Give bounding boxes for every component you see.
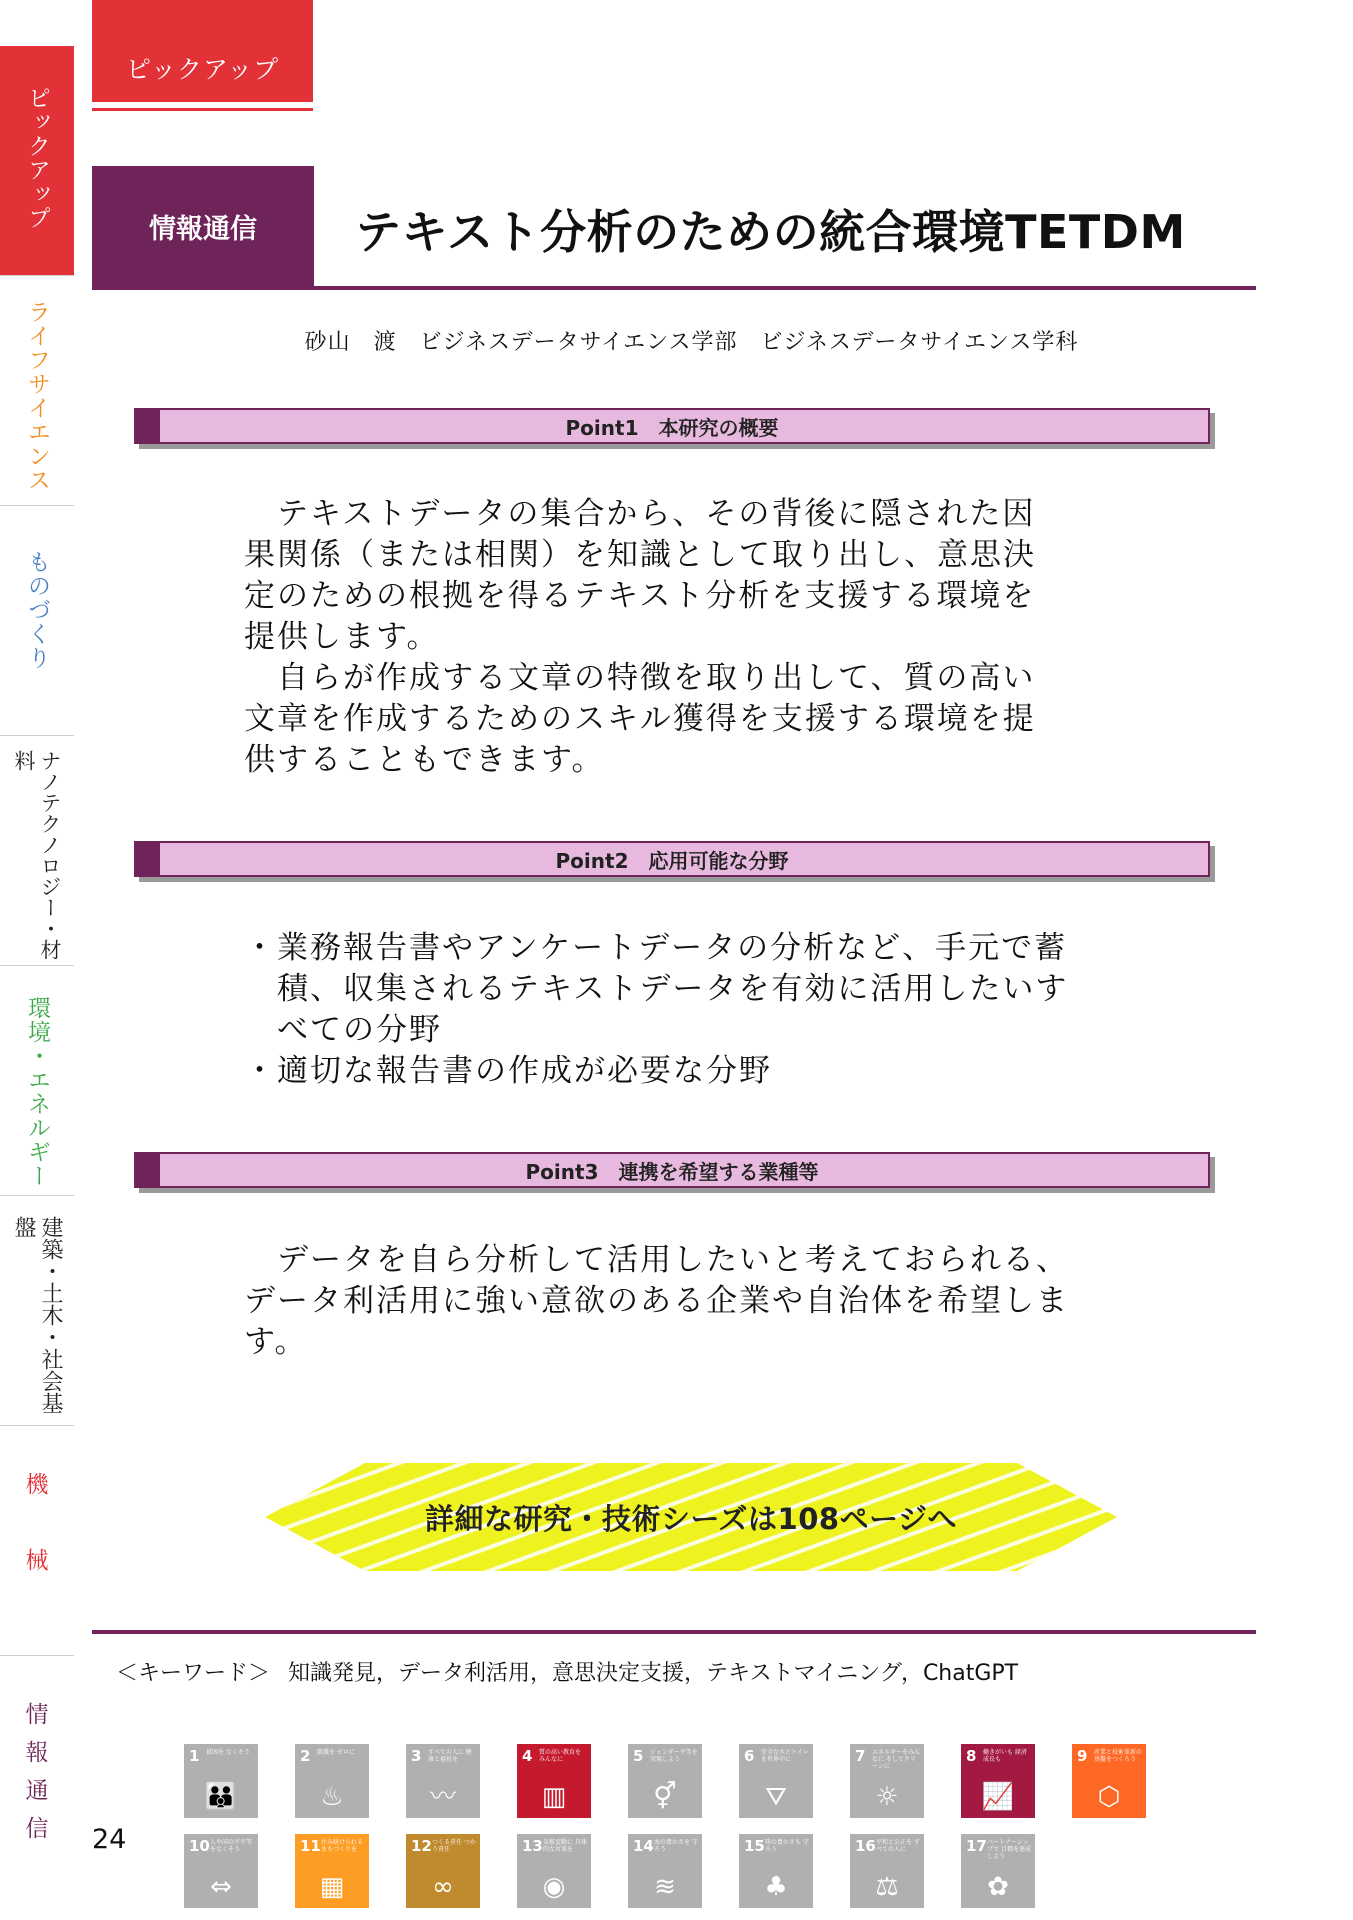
sdg-number: 2	[300, 1747, 311, 1765]
sdg-number: 15	[744, 1837, 765, 1855]
gender-icon: ⚥	[653, 1782, 677, 1812]
point2-heading	[134, 841, 1210, 877]
sdg-label: すべての人に 健康と福祉を	[428, 1749, 472, 1763]
sdg-number: 7	[855, 1747, 866, 1765]
sdg-label: 質の高い教育を みんなに	[539, 1749, 582, 1763]
sdg-number: 10	[189, 1837, 210, 1855]
side-tab-label: 建築・土木・社会基盤	[11, 1216, 63, 1414]
sdg-goal-15	[739, 1834, 813, 1908]
tree-icon: ♣	[764, 1872, 788, 1902]
side-tab-life-science[interactable]	[0, 276, 74, 506]
point2-body: ・業務報告書やアンケートデータの分析など、手元で蓄 積、収集されるテキストデータを有効に活用したいす べての分野 ・適切な報告書の作成が必要な分野	[244, 930, 1069, 1089]
rings-icon: ✿	[987, 1872, 1009, 1902]
keywords-line	[116, 1656, 1018, 1687]
people-icon: 👪	[204, 1782, 238, 1812]
equality-icon: ⇔	[210, 1872, 232, 1902]
sdg-number: 6	[744, 1747, 755, 1765]
sdg-label: つくる責任 つかう責任	[432, 1839, 476, 1853]
pickup-underline	[92, 108, 313, 111]
detail-page-banner[interactable]	[265, 1463, 1117, 1571]
sdg-number: 14	[633, 1837, 654, 1855]
page-number: 24	[92, 1824, 127, 1855]
side-tab-nanotech[interactable]	[0, 736, 74, 966]
side-tab-environment[interactable]	[0, 966, 74, 1196]
side-tab-machinery[interactable]	[0, 1426, 74, 1656]
sdg-goal-3	[406, 1744, 480, 1818]
sdg-number: 3	[411, 1747, 422, 1765]
sdg-goal-17	[961, 1834, 1035, 1908]
sdg-label: ジェンダー平等を 実現しよう	[650, 1749, 698, 1763]
side-tab-label-char: 情	[25, 1702, 49, 1728]
infinity-icon: ∞	[432, 1872, 454, 1902]
growth-chart-icon: 📈	[981, 1782, 1015, 1812]
point2-heading-text: Point2 応用可能な分野	[555, 848, 789, 873]
sdg-label: 住み続けられる まちづくりを	[321, 1839, 364, 1853]
point1-heading	[134, 408, 1210, 444]
page-title: テキスト分析のための統合環境TETDM	[355, 205, 1186, 259]
sdg-label: パートナーシップで 目標を達成しよう	[987, 1839, 1032, 1860]
point1-heading-text: Point1 本研究の概要	[565, 415, 779, 440]
sdg-label: 産業と技術革新の 基盤をつくろう	[1094, 1749, 1143, 1763]
sdg-goal-6	[739, 1744, 813, 1818]
sdg-goal-1	[184, 1744, 258, 1818]
fish-icon: ≋	[654, 1872, 676, 1902]
sdg-number: 9	[1077, 1747, 1088, 1765]
sdg-goal-16	[850, 1834, 924, 1908]
eye-globe-icon: ◉	[542, 1872, 566, 1902]
sdg-label: 働きがいも 経済成長も	[983, 1749, 1027, 1763]
side-tab-label: ライフサイエンス	[24, 300, 50, 492]
keywords-text: 知識発見，データ利活用，意思決定支援，テキストマイニング，ChatGPT	[288, 1661, 1019, 1686]
sdg-label: 陸の豊かさも 守ろう	[765, 1839, 809, 1853]
sdg-goal-12	[406, 1834, 480, 1908]
sdg-goal-8	[961, 1744, 1035, 1818]
sdg-label: 平和と公正を すべての人に	[876, 1839, 920, 1853]
side-tab-ict[interactable]	[0, 1656, 74, 1920]
point3-heading	[134, 1152, 1210, 1188]
detail-banner-text: 詳細な研究・技術シーズは108ページへ	[424, 1501, 957, 1536]
sdg-label: 海の豊かさを 守ろう	[654, 1839, 698, 1853]
sdg-number: 12	[411, 1837, 432, 1855]
bowl-icon: ♨	[320, 1782, 344, 1812]
point1-body: テキストデータの集合から、その背後に隠された因 果関係（または相関）を知識として取り出し、意思決 定のための根拠を得るテキスト分析を支援する環境を 提供します。 自らが作成する文章の特徴を取り出して、質の高い 文章を作成するためのスキル獲得を支援する環境を提 供することもできます。	[244, 496, 1036, 778]
dove-icon: ⚖	[875, 1872, 899, 1902]
sdg-label: 飢餓を ゼロに	[317, 1749, 355, 1756]
cubes-icon: ⬡	[1097, 1782, 1121, 1812]
keywords-divider	[92, 1630, 1256, 1634]
point3-body: データを自ら分析して活用したいと考えておられる、 データ利活用に強い意欲のある企業や自治体を希望しま す。	[244, 1242, 1069, 1360]
side-tab-label-char: 械	[25, 1548, 49, 1574]
book-icon: ▥	[541, 1782, 567, 1812]
sdg-number: 5	[633, 1747, 644, 1765]
sdg-goal-7	[850, 1744, 924, 1818]
sun-icon: ☼	[875, 1782, 899, 1812]
sdg-number: 1	[189, 1747, 200, 1765]
side-tab-label: 環境・エネルギー	[24, 996, 50, 1188]
side-tab-label: ピックアップ	[24, 86, 50, 230]
title-divider	[92, 286, 1256, 290]
sdg-goal-13	[517, 1834, 591, 1908]
side-tab-label-char: 機	[25, 1472, 49, 1498]
sdg-goal-2	[295, 1744, 369, 1818]
sdg-goal-9	[1072, 1744, 1146, 1818]
side-tab-label: ナノテクノロジー・材料	[12, 750, 62, 960]
sdg-goal-5	[628, 1744, 702, 1818]
sdg-number: 8	[966, 1747, 977, 1765]
side-tab-label-char: 報	[25, 1740, 49, 1766]
sdg-goal-14	[628, 1834, 702, 1908]
city-icon: ▦	[319, 1872, 345, 1902]
side-tab-label: ものづくり	[24, 550, 50, 670]
side-tab-monozukuri[interactable]	[0, 506, 74, 736]
keywords-label: ＜キーワード＞	[116, 1661, 271, 1686]
water-icon: ⛛	[765, 1782, 787, 1812]
sdg-number: 11	[300, 1837, 321, 1855]
side-tab-label-char: 通	[25, 1778, 49, 1804]
sdg-number: 17	[966, 1837, 987, 1855]
point3-heading-text: Point3 連携を希望する業種等	[525, 1159, 819, 1184]
sdg-goal-11	[295, 1834, 369, 1908]
sdg-label: エネルギーをみんなに そしてクリーンに	[872, 1749, 921, 1770]
sdg-label: 気候変動に 具体的な対策を	[543, 1839, 587, 1853]
sdg-label: 人や国の不平等 をなくそう	[210, 1839, 253, 1853]
author-affiliation: 砂山 渡 ビジネスデータサイエンス学部 ビジネスデータサイエンス学科	[304, 330, 1079, 355]
sdg-label: 安全な水とトイレ を世界中に	[761, 1749, 809, 1763]
sdg-goal-4	[517, 1744, 591, 1818]
sdg-label: 貧困を なくそう	[206, 1749, 250, 1756]
sdg-goal-10	[184, 1834, 258, 1908]
sdg-number: 16	[855, 1837, 876, 1855]
sdg-number: 13	[522, 1837, 543, 1855]
sdg-number: 4	[522, 1747, 533, 1765]
side-tab-pickup[interactable]	[0, 46, 74, 276]
side-tab-label-char: 信	[25, 1816, 49, 1842]
side-tab-construction[interactable]	[0, 1196, 74, 1426]
category-label: 情報通信	[92, 166, 314, 286]
pickup-header-tab: ピックアップ	[92, 0, 313, 102]
heartbeat-icon: 〰	[429, 1782, 456, 1812]
